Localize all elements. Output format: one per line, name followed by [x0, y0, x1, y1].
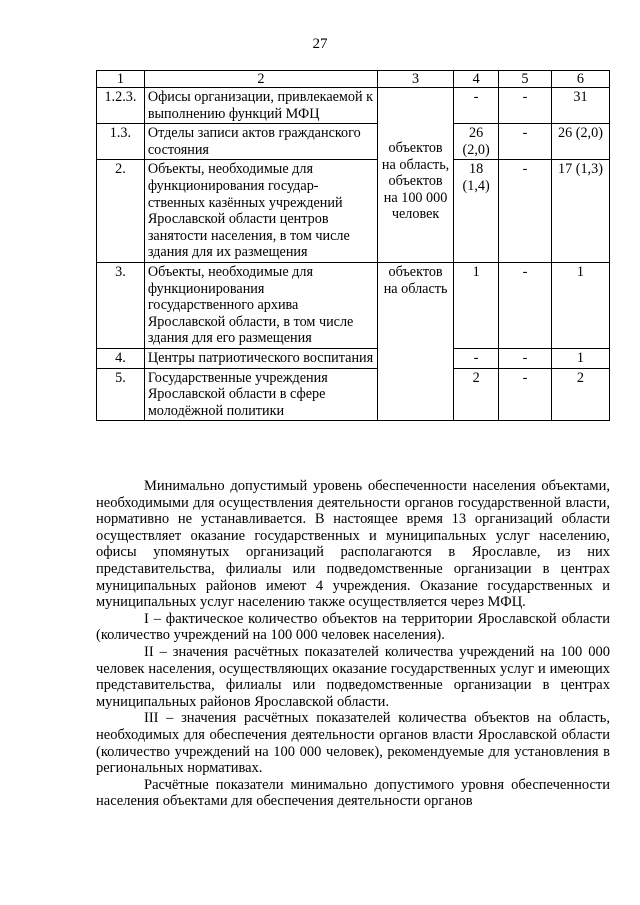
row-name: Офисы организации, привлекаемой к выполнению функций МФЦ [144, 88, 377, 124]
row-number: 2. [97, 160, 145, 263]
row-name: Объекты, необходимые для функционирования государ-ственных казённых учреждений Ярославской области центров занятости населения, в том числе здания для их размещения [144, 160, 377, 263]
header-cell: 4 [454, 71, 499, 88]
value-cell: 31 [551, 88, 609, 124]
value-cell: - [499, 160, 552, 263]
value-cell: 17 (1,3) [551, 160, 609, 263]
paragraph: III – значения расчётных показателей количества объектов на область, необходимых для обеспечения деятельности органов власти Ярославской области (количество учреждений на 100 000 человек), рекомендуемые для установления в региональных нормативах. [96, 710, 610, 777]
header-cell: 1 [97, 71, 145, 88]
row-name: Государственные учреждения Ярославской области в сфере молодёжной политики [144, 368, 377, 421]
header-cell: 3 [377, 71, 453, 88]
table-row [97, 124, 610, 160]
value-cell: - [499, 88, 552, 124]
value-cell: 18 (1,4) [454, 160, 499, 263]
row-number: 3. [97, 262, 145, 348]
row-name: Центры патриотического воспитания [144, 348, 377, 368]
paragraph: II – значения расчётных показателей количества учреждений на 100 000 человек населения, осуществляющих оказание государственных услуг и имеющих представительства, филиалы или подведомственные организации в центрах муниципальных районов Ярославской области. [96, 643, 610, 710]
value-cell: - [499, 348, 552, 368]
table-row [97, 262, 610, 348]
value-cell: 1 [551, 348, 609, 368]
table-row [97, 160, 610, 263]
paragraph: I – фактическое количество объектов на территории Ярославской области (количество учреждений на 100 000 человек населения). [96, 610, 610, 644]
row-name: Отделы записи актов гражданского состояния [144, 124, 377, 160]
unit-cell: объектов на область [377, 262, 453, 420]
value-cell: 1 [551, 262, 609, 348]
row-name: Объекты, необходимые для функционирования государственного архива Ярославской области, в том числе здания для его размещения [144, 262, 377, 348]
value-cell: 26 (2,0) [551, 124, 609, 160]
value-cell: 2 [551, 368, 609, 421]
header-cell: 5 [499, 71, 552, 88]
unit-cell: объектов на область, объектов на 100 000 человек [377, 88, 453, 263]
row-number: 1.3. [97, 124, 145, 160]
value-cell: - [499, 368, 552, 421]
row-number: 4. [97, 348, 145, 368]
value-cell: - [499, 124, 552, 160]
value-cell: - [454, 348, 499, 368]
header-cell: 6 [551, 71, 609, 88]
row-number: 1.2.3. [97, 88, 145, 124]
table-header-row [97, 71, 610, 88]
value-cell: 1 [454, 262, 499, 348]
value-cell: 26 (2,0) [454, 124, 499, 160]
table-row [97, 348, 610, 368]
paragraph: Минимально допустимый уровень обеспеченности населения объектами, необходимыми для осуществления деятельности органов государственной власти, нормативно не устанавливается. В настоящее время 13 организаций области осуществляет оказание государственных и муниципальных услуг населению, офисы упомянутых организаций располагаются в Ярославле, из них представительства, филиалы или подведомственные организации в центрах муниципальных районов имеют 4 учреждения. Оказание государственных и муниципальных услуг населению также осуществляется через МФЦ. [96, 478, 610, 611]
header-cell: 2 [144, 71, 377, 88]
value-cell: 2 [454, 368, 499, 421]
body-text [96, 478, 610, 810]
table-row [97, 88, 610, 124]
row-number: 5. [97, 368, 145, 421]
table-row [97, 368, 610, 421]
paragraph: Расчётные показатели минимально допустимого уровня обеспеченности населения объектами для обеспечения деятельности органов [96, 776, 610, 810]
value-cell: - [454, 88, 499, 124]
page-number: 27 [312, 36, 328, 52]
norms-table [96, 70, 610, 421]
value-cell: - [499, 262, 552, 348]
